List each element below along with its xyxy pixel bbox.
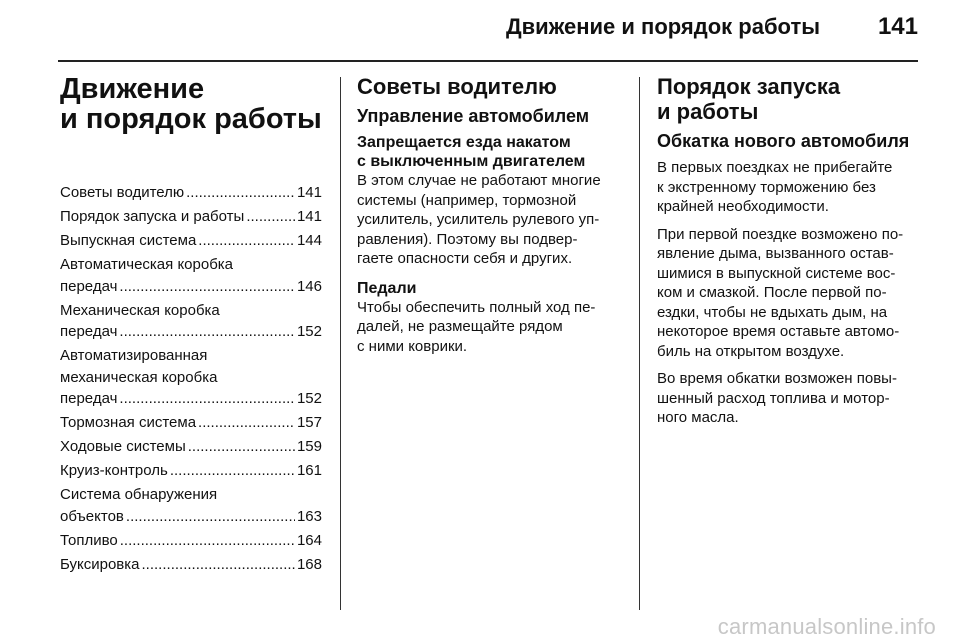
toc-entry-text: объектов — [60, 507, 124, 525]
toc-leader-dots — [196, 412, 295, 434]
toc-entry[interactable] — [60, 300, 322, 343]
text-line: биль на открытом воздухе. — [657, 342, 845, 360]
toc-entry[interactable] — [60, 230, 322, 252]
section-title-driver-tips: Советы водителю — [357, 74, 557, 99]
subsection-title-vehicle-control: Управление автомобилем — [357, 106, 590, 126]
subsection-title-break-in: Обкатка нового автомобиля — [657, 131, 910, 151]
toc-leader-dots — [118, 530, 295, 552]
toc-entry-row — [60, 460, 322, 482]
toc-entry-row — [60, 388, 322, 410]
toc-entry-text: передач — [60, 390, 118, 407]
text-line: равления). Поэтому вы подвер- — [357, 230, 578, 248]
paragraph-break-in-3 — [657, 369, 919, 428]
toc-entry-text: Ходовые системы — [60, 438, 186, 455]
toc-entry-text: Механическая коробка — [60, 301, 220, 319]
page-number: 141 — [877, 13, 918, 40]
toc-entry[interactable] — [60, 412, 322, 434]
toc-entry-row — [60, 182, 322, 204]
toc-page-number: 164 — [296, 531, 322, 549]
paragraph-pedals — [357, 298, 625, 357]
toc-entry-text: Автоматическая коробка — [60, 256, 234, 273]
chapter-column — [60, 74, 322, 578]
toc-entry-text: Круиз-контроль — [60, 462, 168, 479]
toc-entry-text: Порядок запуска и работы — [60, 208, 245, 225]
toc-leader-dots — [184, 182, 295, 204]
toc-entry-text: Советы водителю — [60, 184, 185, 201]
toc-entry[interactable] — [60, 436, 322, 458]
toc-entry-text: передач — [60, 277, 118, 295]
text-line: гаете опасности себя и других. — [357, 250, 573, 267]
toc-entry[interactable] — [60, 254, 322, 297]
table-of-contents — [60, 182, 322, 575]
toc-entry[interactable] — [60, 206, 322, 228]
toc-page-number: 144 — [296, 232, 322, 249]
watermark: carmanualsonline.info — [717, 614, 936, 639]
column-divider-2 — [639, 77, 640, 610]
text-line: В первых поездках не прибегайте — [657, 159, 893, 176]
toc-entry-text: Выпускная система — [60, 232, 197, 249]
toc-leader-dots — [117, 276, 295, 298]
toc-entry[interactable] — [60, 345, 322, 410]
text-line: ком и смазкой. После первой по- — [657, 284, 887, 301]
startup-column — [657, 74, 919, 428]
chapter-title — [60, 74, 322, 134]
toc-page-number: 152 — [296, 390, 322, 407]
driver-tips-column — [357, 74, 625, 356]
toc-entry-row — [60, 230, 322, 252]
toc-entry-row — [60, 206, 322, 228]
toc-entry-row — [60, 321, 322, 343]
toc-page-number: 161 — [296, 462, 322, 479]
text-line: шимися в выпускной системе вос- — [657, 264, 896, 282]
heading-pedals: Педали — [357, 279, 417, 297]
toc-page-number: 159 — [296, 438, 322, 455]
paragraph-engine-off — [357, 171, 625, 269]
toc-leader-dots — [196, 230, 295, 252]
toc-page-number: 168 — [296, 555, 322, 573]
toc-entry-row — [60, 554, 322, 576]
toc-leader-dots — [117, 321, 295, 343]
toc-entry[interactable] — [60, 530, 322, 552]
text-line: системы (например, тормозной — [357, 191, 577, 209]
text-line: При первой поездке возможено по- — [657, 225, 904, 243]
text-line: шенный расход топлива и мотор- — [657, 389, 890, 407]
section-title-startup — [657, 74, 919, 124]
toc-entry-row — [60, 506, 322, 528]
heading-line: с выключенным двигателем — [357, 153, 586, 170]
toc-leader-dots — [124, 506, 295, 528]
text-line: В этом случае не работают многие — [357, 172, 601, 189]
text-line: явление дыма, вызванного остав- — [657, 245, 894, 262]
heading-engine-off — [357, 133, 625, 171]
text-line: с ними коврики. — [357, 337, 468, 355]
text-line: Чтобы обеспечить полный ход пе- — [357, 298, 596, 316]
toc-entry-text: Система обнаружения — [60, 486, 218, 503]
text-line: крайней необходимости. — [657, 198, 829, 215]
toc-entry-text: Автоматизированная — [60, 347, 208, 364]
header-rule — [58, 60, 918, 62]
toc-entry-text: передач — [60, 323, 118, 340]
toc-entry-text: механическая коробка — [60, 368, 218, 386]
toc-entry[interactable] — [60, 460, 322, 482]
text-line: некоторое время оставьте автомо- — [657, 323, 900, 340]
toc-entry[interactable] — [60, 484, 322, 527]
text-line: ездки, чтобы не вдыхать дым, на — [657, 303, 888, 321]
toc-entry[interactable] — [60, 182, 322, 204]
toc-leader-dots — [117, 388, 295, 410]
text-line: к экстренному торможению без — [657, 178, 876, 196]
toc-leader-dots — [168, 460, 295, 482]
toc-entry-row — [60, 276, 322, 298]
text-line: далей, не размещайте рядом — [357, 318, 563, 335]
title-line: Порядок запуска — [657, 74, 841, 99]
text-line: усилитель, усилитель рулевого уп- — [357, 211, 600, 228]
heading-line: Запрещается езда накатом — [357, 134, 571, 151]
paragraph-break-in-1 — [657, 158, 919, 217]
toc-entry-text: Буксировка — [60, 555, 140, 573]
toc-page-number: 146 — [296, 277, 322, 295]
toc-entry-text: Тормозная система — [60, 414, 197, 431]
running-header-title: Движение и порядок работы — [505, 14, 820, 39]
toc-page-number: 141 — [296, 184, 322, 201]
toc-entry-row — [60, 412, 322, 434]
text-line: ного масла. — [657, 409, 739, 426]
toc-page-number: 163 — [296, 507, 322, 525]
chapter-title-line: и порядок работы — [60, 103, 322, 135]
toc-entry[interactable] — [60, 554, 322, 576]
toc-entry-row — [60, 530, 322, 552]
toc-page-number: 157 — [296, 414, 322, 431]
chapter-title-line: Движение — [60, 73, 205, 105]
toc-page-number: 152 — [296, 323, 322, 340]
text-line: Во время обкатки возможен повы- — [657, 370, 897, 387]
toc-entry-row — [60, 436, 322, 458]
toc-leader-dots — [186, 436, 295, 458]
toc-leader-dots — [244, 206, 295, 228]
paragraph-break-in-2 — [657, 225, 919, 362]
toc-page-number: 141 — [296, 208, 322, 225]
toc-entry-text: Топливо — [60, 531, 118, 549]
toc-leader-dots — [140, 554, 295, 576]
column-divider-1 — [340, 77, 341, 610]
title-line: и работы — [657, 99, 759, 124]
